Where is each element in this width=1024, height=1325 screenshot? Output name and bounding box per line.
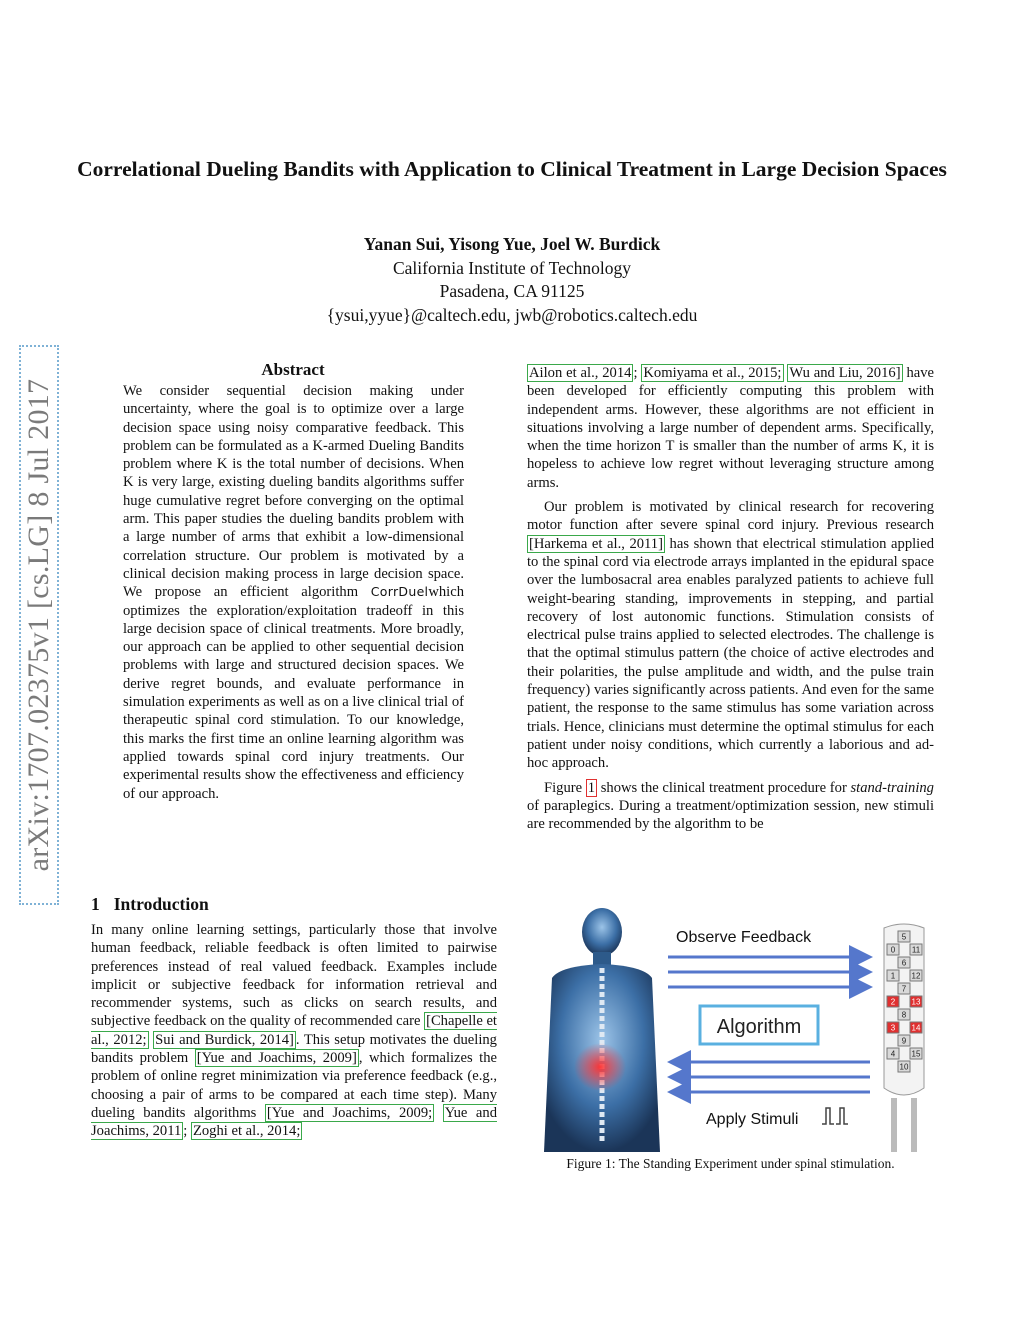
algorithm-label: Algorithm bbox=[716, 1016, 802, 1038]
abstract-text: We consider sequential decision making under uncertainty, where the goal is to optimize over a large decision space using noisy comparative feedback. This problem can be formulated as a K-armed Dueling Bandits problem where K is the total number of decisions. When K is very large, existing dueling bandits algorithms suffer huge cumulative regret before converging on the optimal arm. This paper studies the dueling bandits problem with a large number of arms that exhibit a low-dimensional correlation structure. Our problem is motivated by a clinical decision making process in large decision space. We propose an efficient algorithm CorrDuelwhich optimizes the exploration/exploitation tradeoff in this large decision space of clinical treatments. More broadly, our approach can be applied to other sequential decision problems with large and structured decision spaces. We derive regret bounds, and evaluate performance in simulation experiments as well as on a live clinical trial of therapeutic spinal cord stimulation. To our knowledge, this marks the first time an online learning algorithm was applied towards spinal cord injury treatments. Our experimental results show the effectiveness and efficiency of our approach. bbox=[123, 383, 464, 802]
electrode-label: 6 bbox=[901, 958, 907, 968]
apply-stimuli-label: Apply Stimuli bbox=[706, 1111, 799, 1128]
electrode-label: 13 bbox=[911, 997, 921, 1007]
citation-link[interactable]: Ailon et al., 2014 bbox=[529, 365, 632, 381]
arxiv-stamp[interactable]: arXiv:1707.02375v1 [cs.LG] 8 Jul 2017 bbox=[19, 345, 59, 905]
figure-1 bbox=[530, 902, 930, 1152]
paper-title: Correlational Dueling Bandits with Application to Clinical Treatment in Large Decision Spaces bbox=[77, 157, 947, 181]
affiliation: California Institute of Technology bbox=[392, 257, 632, 278]
author-block bbox=[0, 233, 1024, 327]
abstract-heading: Abstract bbox=[261, 360, 325, 379]
electrode-array bbox=[884, 924, 924, 1152]
observe-feedback-label: Observe Feedback bbox=[676, 929, 812, 946]
electrode-label: 12 bbox=[911, 971, 921, 981]
citation-link[interactable]: Wu and Liu, 2016] bbox=[789, 365, 901, 381]
author-names: Yanan Sui, Yisong Yue, Joel W. Burdick bbox=[363, 234, 661, 254]
electrode-label: 5 bbox=[901, 932, 907, 942]
location: Pasadena, CA 91125 bbox=[439, 281, 585, 301]
electrode-label: 15 bbox=[911, 1049, 921, 1059]
electrode-label: 14 bbox=[911, 1023, 921, 1033]
right-column-text: Ailon et al., 2014 ; Komiyama et al., 2015; Wu and Liu, 2016] have been developed for efficiently computing this problem with independent arms. However, these algorithms are not efficient in situations involving a large number of dependent arms. Specifically, when the time horizon T is smaller than the number of arms K, it is hopeless to achieve low regret without leveraging structure among arms. Our problem is motivated by clinical research for recovering motor function after severe spinal cord injury. Previous research [Harkema et al., 2011] has shown that electrical stimulation applied to the spinal cord via electrode arrays implanted in the epidural space over the lumbosacral area enables paralyzed patients to achieve full weight-bearing standing, improvements in stepping, and partial recovery of lost autonomic functions. Stimulation consists of electrical pulse trains applied to selected electrodes. The challenge is that the optimal stimulus pattern (the choice of active electrodes and their polarities, the pulse amplitude and width, and the pulse train frequency) varies significantly across patients. And even for the same patient, the response to the same stimulus has some variation across trials. Hence, clinicians must determine the optimal stimulus for each patient under noisy conditions, which currently a laborious and ad-hoc approach. Figure 1 shows the clinical treatment procedure for stand-training of paraplegics. During a treatment/optimization session, new stimuli are recommended by the algorithm to be bbox=[527, 365, 935, 833]
citation-link[interactable]: Sui and Burdick, 2014] bbox=[155, 1031, 294, 1048]
algorithm-name: CorrDuel bbox=[370, 584, 429, 600]
citation-link[interactable]: Yue and Joachims, 2011 bbox=[91, 1104, 497, 1140]
electrode-label: 9 bbox=[901, 1036, 907, 1046]
figure-caption: Figure 1: The Standing Experiment under spinal stimulation. bbox=[566, 1156, 895, 1171]
figure-illustration bbox=[530, 902, 930, 1152]
citation-link[interactable]: Komiyama et al., 2015; bbox=[643, 365, 782, 381]
electrode-label: 2 bbox=[890, 997, 896, 1007]
citation-link[interactable]: [Harkema et al., 2011] bbox=[529, 535, 663, 552]
pulse-wave-icon bbox=[822, 1108, 848, 1124]
electrode-label: 7 bbox=[901, 984, 907, 994]
electrode-label: 10 bbox=[899, 1062, 909, 1072]
electrode-label: 4 bbox=[890, 1049, 896, 1059]
citation-link[interactable]: [Yue and Joachims, 2009; bbox=[266, 1104, 433, 1121]
body-illustration bbox=[544, 908, 660, 1152]
electrode-label: 0 bbox=[890, 945, 896, 955]
electrode-label: 1 bbox=[890, 971, 896, 981]
citation-link[interactable]: [Yue and Joachims, 2009] bbox=[196, 1050, 357, 1067]
citation-link[interactable]: Zoghi et al., 2014; bbox=[192, 1123, 301, 1140]
section-number: 1 bbox=[91, 894, 100, 914]
electrode-label: 8 bbox=[901, 1010, 907, 1020]
section-heading bbox=[91, 894, 223, 915]
electrode-label: 11 bbox=[911, 945, 921, 955]
intro-text: In many online learning settings, particularly those that involve human feedback, reliable feedback is often limited to pairwise preferences instead of real valued feedback. Examples include implicit or subjective feedback for information retrieval and recommender systems, such as clicks on search results, and subjective feedback on the quality of recommended care [Chapelle et al., 2012; Sui and Burdick, 2014] . This setup motivates the dueling bandits problem [Yue and Joachims, 2009] , which formalizes the problem of online regret minimization via preference feedback (e.g., choosing a pair of arms to be compared at each time step). Many dueling bandits algorithms [Yue and Joachims, 2009; Yue and Joachims, 2011 ; Zoghi et al., 2014; bbox=[91, 922, 497, 1140]
emails: {ysui,yyue}@caltech.edu, jwb@robotics.caltech.edu bbox=[326, 304, 698, 325]
citation-link[interactable]: [Chapelle et al., 2012; bbox=[91, 1013, 497, 1048]
electrode-label: 3 bbox=[890, 1023, 896, 1033]
figure-ref-link[interactable]: 1 bbox=[587, 779, 596, 796]
section-title: Introduction bbox=[113, 894, 209, 914]
